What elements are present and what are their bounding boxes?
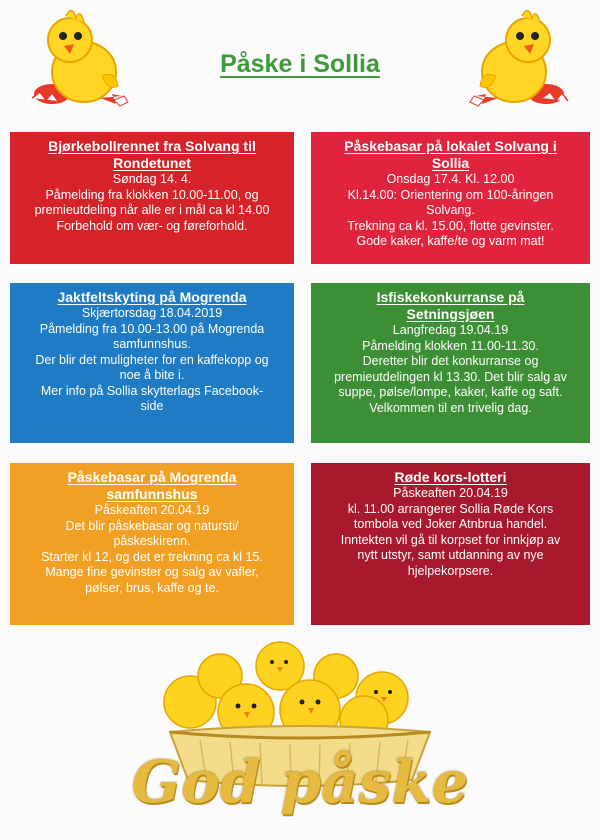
event-line: Påmelding klokken 11.00-11.30.	[362, 338, 539, 353]
event-line: Deretter blir det konkurranse og	[362, 354, 539, 368]
event-line: samfunnshus.	[113, 337, 191, 351]
event-line: Forbehold om vær- og føreforhold.	[56, 218, 248, 233]
event-line: Påskeaften 20.04.19	[393, 486, 508, 500]
event-line: Mange fine gevinster og salg av vafler,	[45, 565, 259, 579]
event-heading: Røde kors-lotteri	[394, 469, 507, 485]
event-box-paskebasar-mogrenda	[10, 463, 294, 625]
event-line: nytt utstyr, samt utdanning av nye	[357, 548, 544, 562]
event-box-isfiskekonkurranse	[311, 283, 590, 443]
event-heading: Påskebasar på lokalet Solvang i	[344, 138, 557, 154]
event-line: Kl.14.00: Orientering om 100-åringen	[347, 187, 554, 202]
page-title: Påske i Sollia	[220, 50, 380, 78]
event-heading: Rondetunet	[113, 155, 191, 171]
event-heading: Påskebasar på Mogrenda	[67, 469, 237, 485]
event-line: Gode kaker, kaffe/te og varm mat!	[356, 234, 545, 248]
event-heading: Setningsjøen	[406, 306, 495, 322]
event-line: Solvang.	[426, 203, 475, 217]
event-box-jaktfeltskyting	[10, 283, 294, 443]
event-line: pølser, brus, kaffe og te.	[85, 580, 219, 595]
event-heading: samfunnshus	[106, 486, 198, 502]
event-box-bjorkebollrennet	[10, 132, 294, 264]
event-line: Trekning ca kl. 15.00, flotte gevinster.	[347, 218, 554, 233]
event-line: tombola ved Joker Atnbrua handel.	[353, 517, 548, 531]
god-paske-greeting: God påske	[131, 748, 469, 816]
event-line: Starter kl 12, og det er trekning ca kl 15.	[41, 549, 263, 564]
event-heading: Bjørkebollrennet fra Solvang til	[48, 138, 256, 154]
event-line: premieutdeling når alle er i mål ca kl 14.00	[34, 203, 270, 217]
event-line: Mer info på Sollia skytterlags Facebook-	[40, 383, 264, 398]
event-line: kl. 11.00 arrangerer Sollia Røde Kors	[347, 501, 554, 516]
event-line: hjelpekorpsere.	[407, 563, 494, 578]
event-line: påskeskirenn.	[113, 534, 191, 548]
event-line: Søndag 14. 4.	[112, 172, 192, 186]
event-line: Påskeaften 20.04.19	[94, 503, 210, 517]
event-line: Inntekten vil gå til korpset for innkjøp av	[340, 532, 561, 547]
event-heading: Isfiskekonkurranse på	[376, 289, 525, 305]
event-box-rode-kors-lotteri	[311, 463, 590, 625]
event-line: Det blir påskebasar og natursti/	[65, 518, 239, 533]
event-line: Skjærtorsdag 18.04.2019	[81, 306, 223, 320]
event-line: premieutdelingen kl 13.30. Det blir salg av	[334, 369, 567, 384]
event-heading: Jaktfeltskyting på Mogrenda	[57, 289, 247, 305]
event-line: Påmelding fra 10.00-13.00 på Mogrenda	[39, 321, 265, 336]
event-box-paskebasar-solvang	[311, 132, 590, 264]
event-line: suppe, pølse/lompe, kaker, kaffe og saft.	[338, 385, 563, 399]
event-line: Onsdag 17.4. Kl. 12.00	[386, 172, 515, 186]
event-line: noe å bite i.	[119, 368, 185, 382]
event-line: Der blir det muligheter for en kaffekopp og	[35, 352, 269, 367]
event-line: side	[140, 399, 164, 413]
event-line: Velkommen til en trivelig dag.	[369, 400, 532, 415]
event-line: Langfredag 19.04.19	[392, 323, 509, 337]
event-heading: Sollia	[431, 155, 470, 171]
event-line: Påmelding fra klokken 10.00-11.00, og	[45, 187, 259, 202]
